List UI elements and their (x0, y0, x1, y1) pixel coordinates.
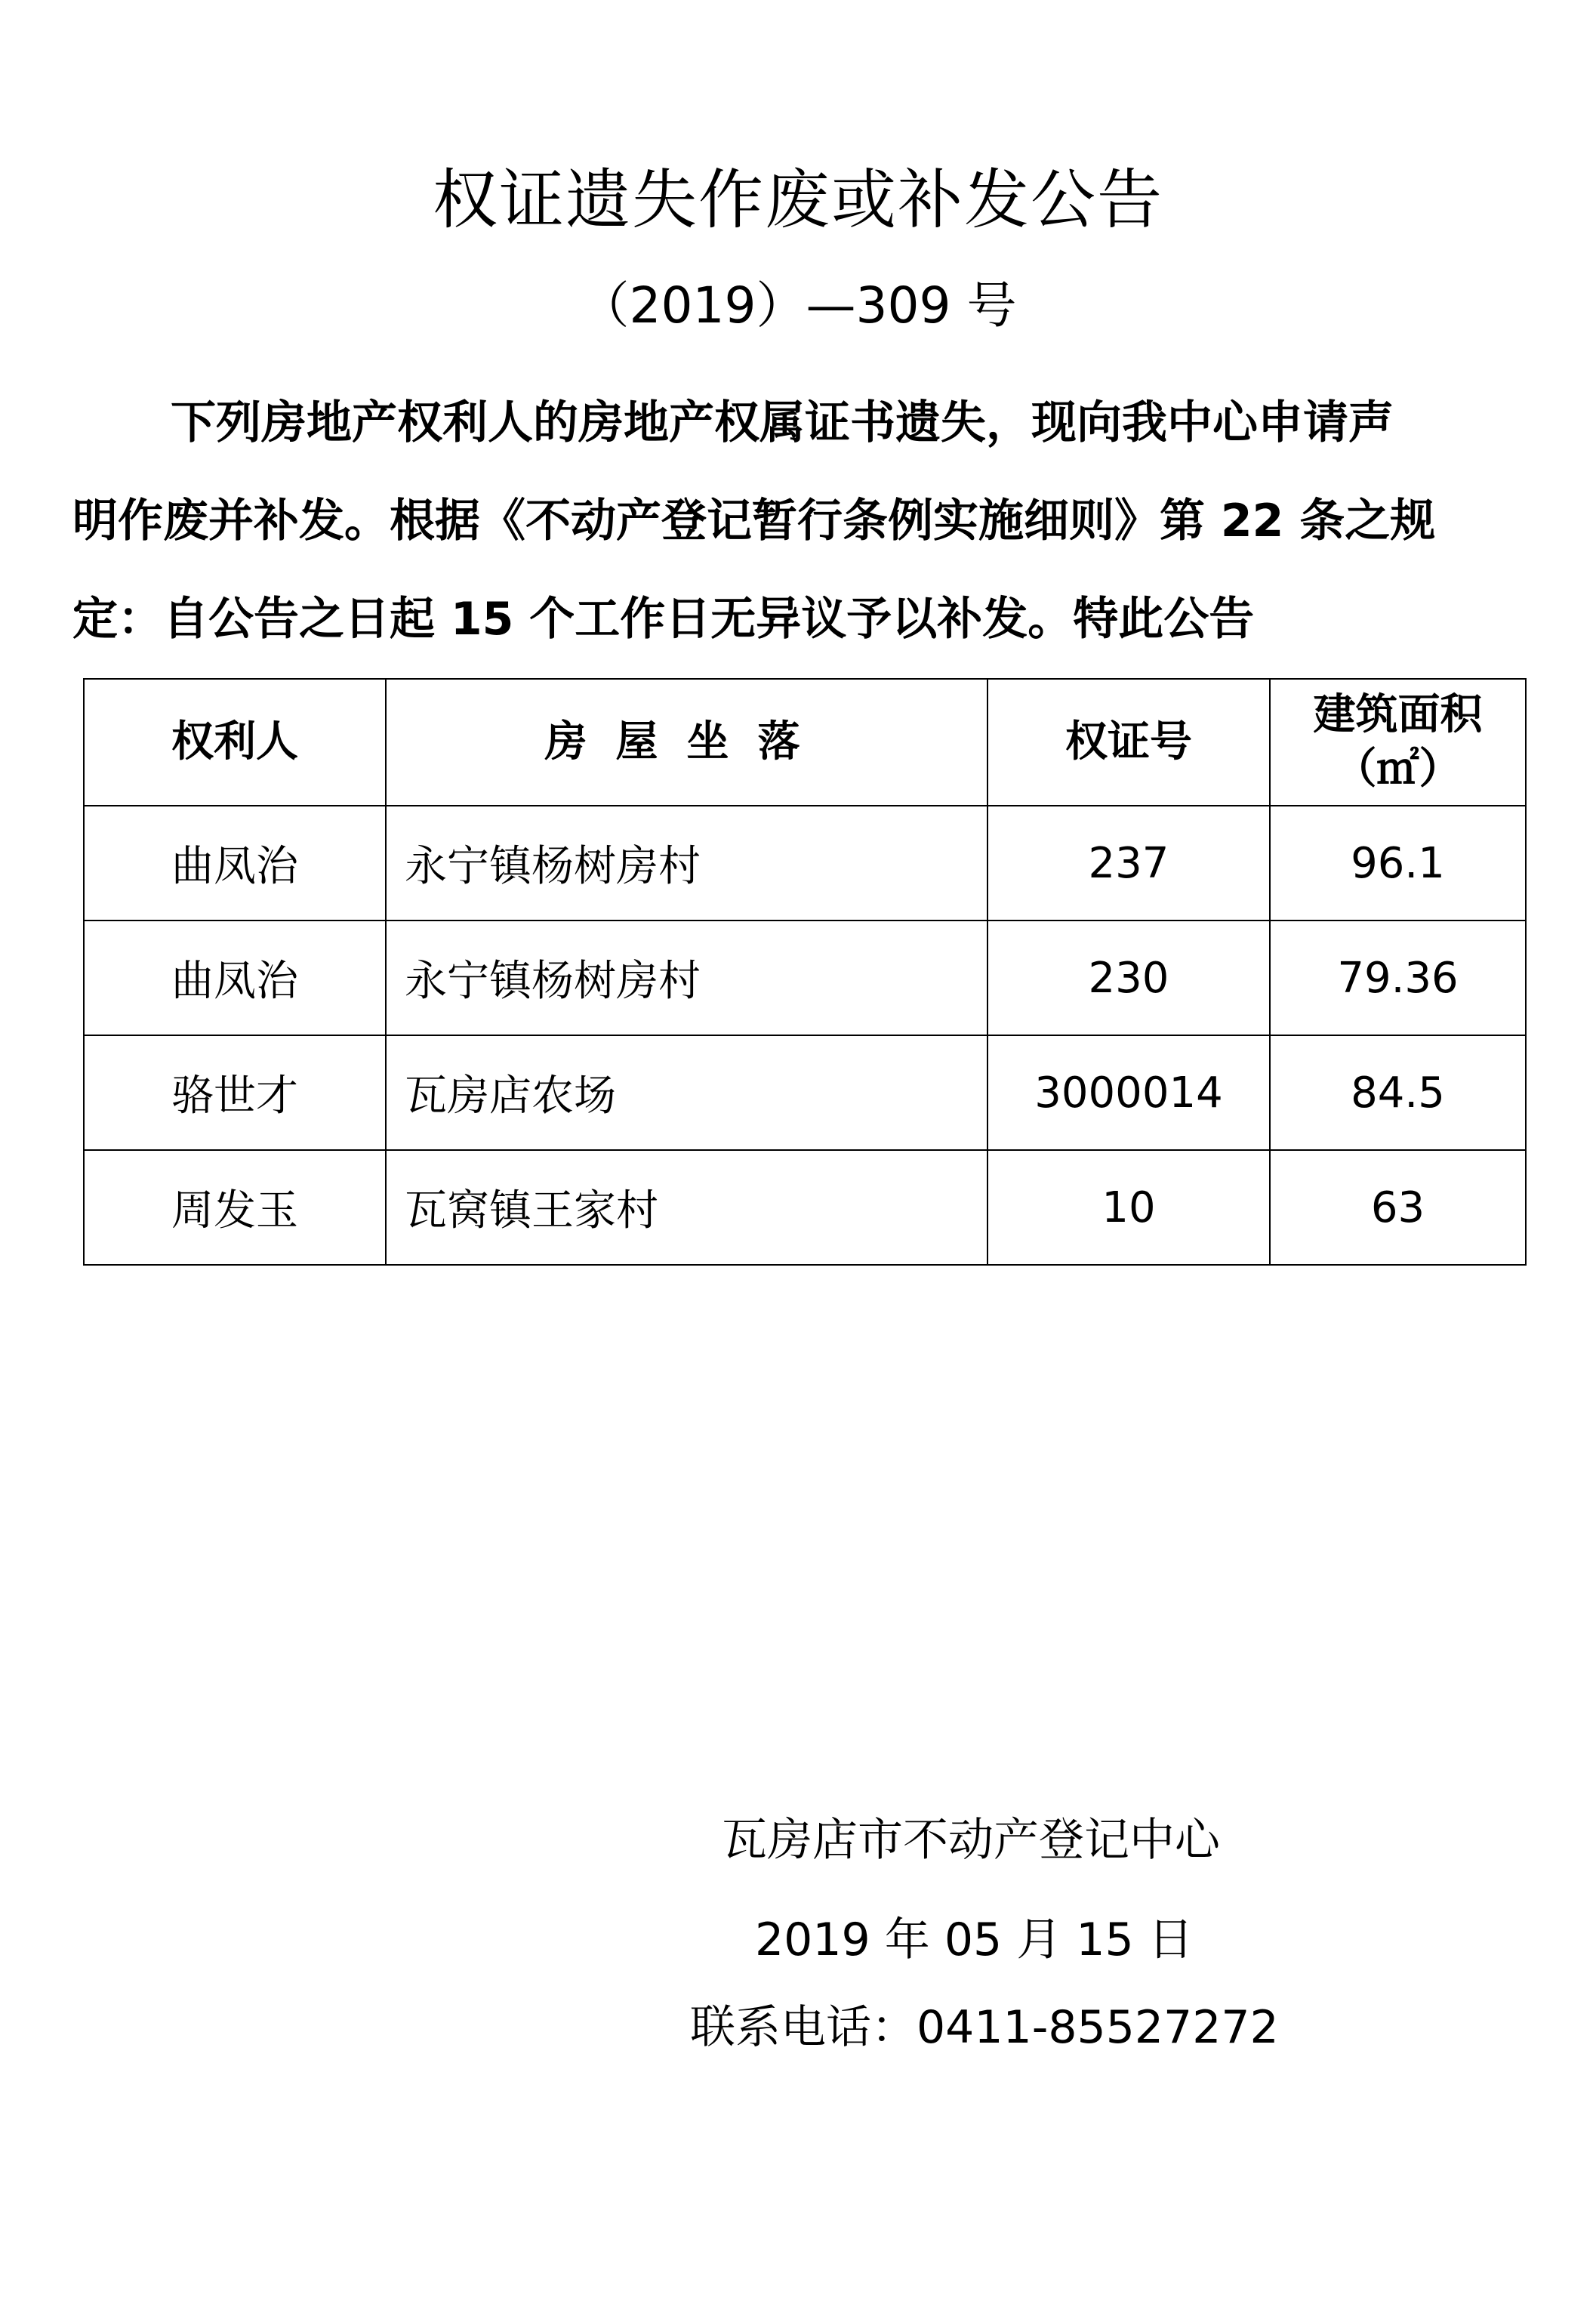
intro-line: 下列房地产权利人的房地产权属证书遗失，现向我中心申请声 (171, 396, 1394, 449)
header-area-unit: （㎡） (1334, 745, 1462, 794)
cell-cert-no: 10 (987, 1150, 1270, 1265)
cell-cert-no: 237 (987, 806, 1270, 921)
cell-area: 84.5 (1270, 1035, 1526, 1150)
table-row (84, 921, 1526, 1035)
issuing-organization: 瓦房店市不动产登记中心 (722, 1814, 1220, 1867)
notice-intro-paragraph (72, 374, 1552, 668)
cell-location: 瓦房店农场 (386, 1035, 987, 1150)
header-area (1270, 679, 1526, 806)
cell-owner: 曲凤治 (84, 806, 386, 921)
issue-date: 2019 年 05 月 15 日 (755, 1913, 1194, 1966)
header-owner: 权利人 (84, 679, 386, 806)
table-row (84, 806, 1526, 921)
cell-cert-no: 230 (987, 921, 1270, 1035)
cell-area: 79.36 (1270, 921, 1526, 1035)
cell-location: 瓦窝镇王家村 (386, 1150, 987, 1265)
contact-phone: 联系电话：0411-85527272 (690, 2001, 1279, 2054)
cell-owner: 曲凤治 (84, 921, 386, 1035)
header-location: 房屋坐落 (386, 679, 987, 806)
cell-cert-no: 3000014 (987, 1035, 1270, 1150)
intro-line: 明作废并补发。根据《不动产登记暂行条例实施细则》第 22 条之规 (72, 495, 1436, 547)
header-cert-no: 权证号 (987, 679, 1270, 806)
notice-serial-number: （2019）—309 号 (579, 276, 1017, 335)
cell-owner: 周发玉 (84, 1150, 386, 1265)
cell-area: 63 (1270, 1150, 1526, 1265)
header-area-label: 建筑面积 (1313, 690, 1483, 739)
table-header-row (84, 679, 1526, 806)
table-row (84, 1035, 1526, 1150)
cell-location: 永宁镇杨树房村 (386, 921, 987, 1035)
cell-owner: 骆世才 (84, 1035, 386, 1150)
cell-location: 永宁镇杨树房村 (386, 806, 987, 921)
records-table (83, 678, 1527, 1266)
intro-line: 定：自公告之日起 15 个工作日无异议予以补发。特此公告 (72, 593, 1255, 646)
table-row (84, 1150, 1526, 1265)
notice-title: 权证遗失作废或补发公告 (433, 162, 1163, 238)
cell-area: 96.1 (1270, 806, 1526, 921)
